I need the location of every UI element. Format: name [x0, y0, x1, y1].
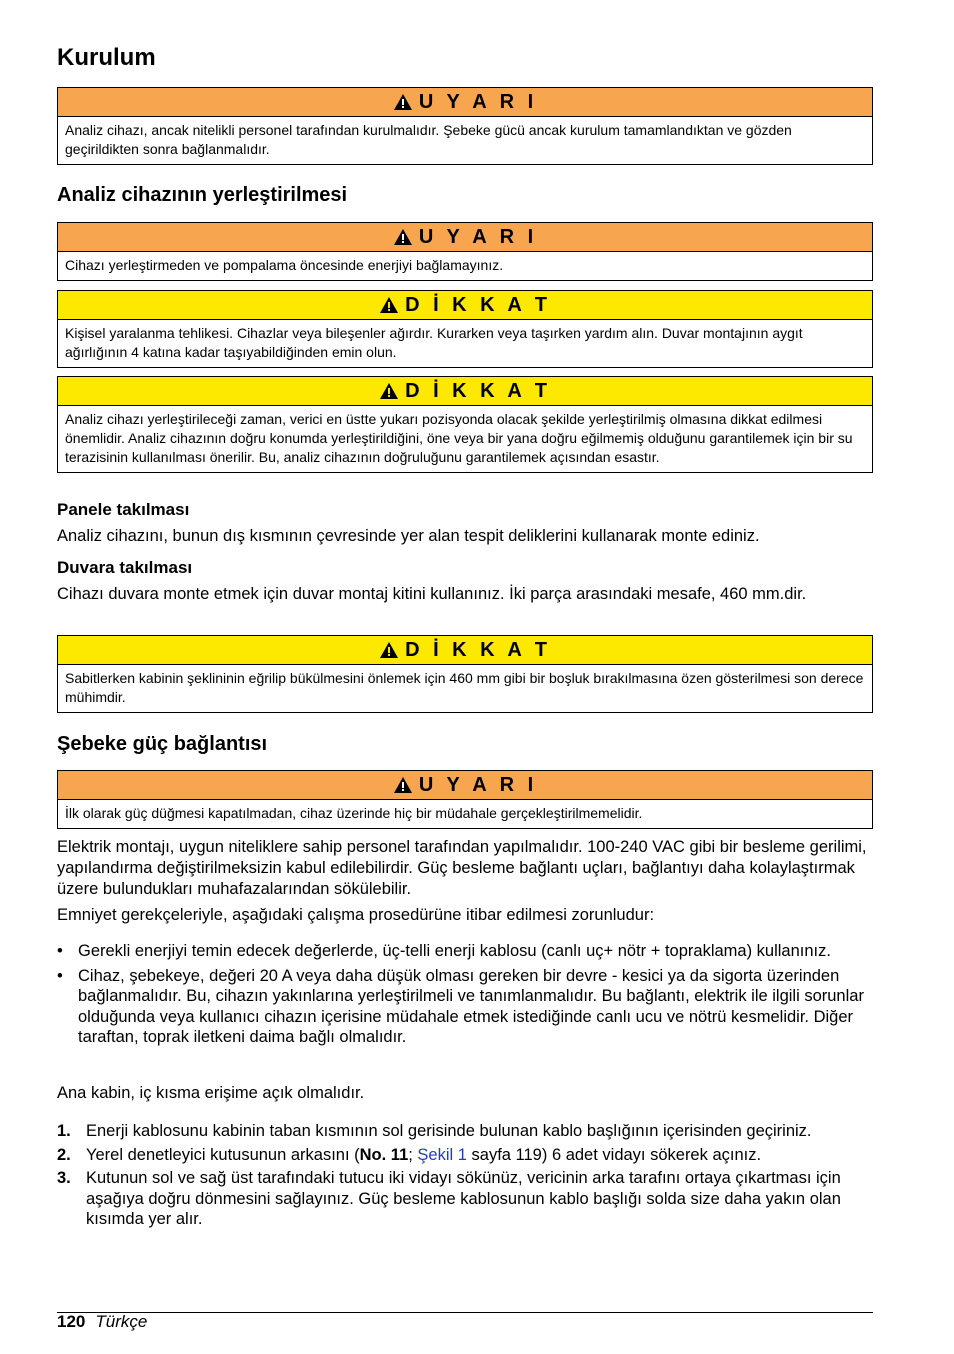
warning-text: Cihazı yerleştirmeden ve pompalama öncesinde enerjiyi bağlamayınız. — [65, 257, 504, 273]
caution-box — [57, 290, 873, 368]
safety-bullet-list — [57, 941, 873, 1052]
caution-label: D İ K K A T — [405, 293, 551, 316]
caution-text: Analiz cihazı yerleştirileceği zaman, verici en üstte yukarı pozisyonda olacak şekilde yerleştirilmiş olmasına dikkat edilmesi önemlidir. Analiz cihazının doğru konumda yerleştirildiğini, öne veya bir yana doğru eğilmemiş olduğunu garantilemek için bir su terazisinin kullanılması önerilir. Bu, analiz cihazının doğruluğunu garantilemek açısından esastır. — [65, 411, 853, 465]
warning-label: U Y A R I — [418, 773, 538, 796]
warning-header — [58, 223, 872, 252]
footer-divider — [57, 1312, 873, 1313]
page-title: Kurulum — [57, 44, 156, 71]
list-item: • Cihaz, şebekeye, değeri 20 A veya daha düşük olması gereken bir devre - kesici ya da sigorta üzerinden bağlanmalıdır. Bu, cihazın yakınlarına yerleştirilmeli ve tanımlanmalıdır. Bu bağlantı, elektrik ile ilgili sorunlar olduğunda veya kullanıcı cihazın içerisine müdahale etmek istediğinde canlı ucu ve nötrü kesmelidir. Diğer taraftan, toprak iletkeni daima bağlı olmalıdır. — [57, 966, 864, 1046]
wall-text: Cihazı duvara monte etmek için duvar montaj kitini kullanınız. İki parça arasındaki mesafe, 460 mm.dir. — [57, 585, 807, 603]
caution-header — [58, 377, 872, 406]
list-item: • Gerekli enerjiyi temin edecek değerlerde, üç-telli enerji kablosu (canlı uç+ nötr + topraklama) kullanınız. — [57, 942, 831, 960]
section-heading-placement: Analiz cihazının yerleştirilmesi — [57, 184, 348, 206]
step-number: 2. — [57, 1145, 71, 1164]
step-text: Kutunun sol ve sağ üst tarafındaki tutucu iki vidayı sökünüz, vericinin arka tarafını ortaya çıkartması için aşağıya doğru dönmesini sağlayınız. Güç besleme kablosunun kablo başlığı solda size daha yakın olan kısımda yer alır. — [86, 1169, 841, 1228]
warning-box — [57, 770, 873, 829]
caution-label: D İ K K A T — [405, 379, 551, 402]
power-paragraph-3: Ana kabin, iç kısma erişime açık olmalıdır. — [57, 1084, 365, 1102]
bullet-icon: • — [57, 942, 63, 960]
page-number: 120 — [57, 1312, 86, 1331]
warning-text: İlk olarak güç düğmesi kapatılmadan, cihaz üzerinde hiç bir müdahale gerçekleştirilmemelidir. — [65, 805, 643, 821]
step-item: 2. Yerel denetleyici kutusunun arkasını (No. 11; Şekil 1 sayfa 119) 6 adet vidayı sökerek açınız. — [57, 1145, 762, 1164]
power-paragraph-2: Emniyet gerekçeleriyle, aşağıdaki çalışma prosedürüne itibar edilmesi zorunludur: — [57, 906, 655, 924]
step-item — [57, 1168, 873, 1230]
step-text: Enerji kablosunu kabinin taban kısmının sol gerisinde bulunan kablo başlığının içerisinden geçiriniz. — [86, 1122, 812, 1140]
power-paragraph-1: Elektrik montajı, uygun niteliklere sahip personel tarafından yapılmalıdır. 100-240 VAC gibi bir besleme gerilimi, yapılandırma değiştirilmeksizin kabul edilebilirdir. Güç besleme bağlantı uçları, bağlantıyı daha kolaylaştırmak üzere bulundukları muhafazalarından sökülebilir. — [57, 838, 867, 898]
warning-box — [57, 222, 873, 281]
caution-label: D İ K K A T — [405, 638, 551, 661]
panel-text: Analiz cihazını, bunun dış kısmının çevresinde yer alan tespit deliklerini kullanarak monte ediniz. — [57, 527, 760, 545]
caution-text: Kişisel yaralanma tehlikesi. Cihazlar veya bileşenler ağırdır. Kurarken veya taşırken yardım alın. Duvar montajının aygıt ağırlığının 4 katına kadar taşıyabildiğinden emin olun. — [65, 325, 803, 360]
figure-link[interactable]: Şekil 1 — [417, 1145, 467, 1164]
caution-text: Sabitlerken kabinin şeklininin eğrilip bükülmesini önlemek için 460 mm gibi bir boşluk bırakılmasına özen gösterilmesi son derece mühimdir. — [65, 670, 864, 705]
caution-header — [58, 291, 872, 320]
warning-triangle-icon — [393, 228, 413, 246]
warning-header — [58, 771, 872, 800]
bullet-icon: • — [57, 966, 63, 985]
warning-triangle-icon — [393, 776, 413, 794]
warning-header — [58, 88, 872, 117]
footer-language: Türkçe — [95, 1312, 148, 1331]
page-footer — [57, 1312, 147, 1332]
warning-text: Analiz cihazı, ancak nitelikli personel tarafından kurulmalıdır. Şebeke gücü ancak kurulum tamamlandıktan ve gözden geçirildikten sonra bağlanmalıdır. — [65, 122, 792, 157]
subheading-wall: Duvara takılması — [57, 558, 193, 577]
warning-triangle-icon — [379, 641, 399, 659]
warning-label: U Y A R I — [418, 225, 538, 248]
step-number: 1. — [57, 1122, 71, 1140]
warning-triangle-icon — [379, 382, 399, 400]
step-item — [57, 1121, 873, 1142]
caution-box — [57, 376, 873, 473]
warning-box — [57, 87, 873, 165]
warning-triangle-icon — [393, 93, 413, 111]
warning-triangle-icon — [379, 296, 399, 314]
step-number: 3. — [57, 1169, 71, 1187]
part-number: No. 11 — [359, 1145, 409, 1164]
caution-header — [58, 636, 872, 665]
subheading-panel: Panele takılması — [57, 500, 190, 519]
steps-list — [57, 1121, 873, 1233]
section-heading-power: Şebeke güç bağlantısı — [57, 733, 268, 755]
caution-box — [57, 635, 873, 713]
warning-label: U Y A R I — [418, 90, 538, 113]
